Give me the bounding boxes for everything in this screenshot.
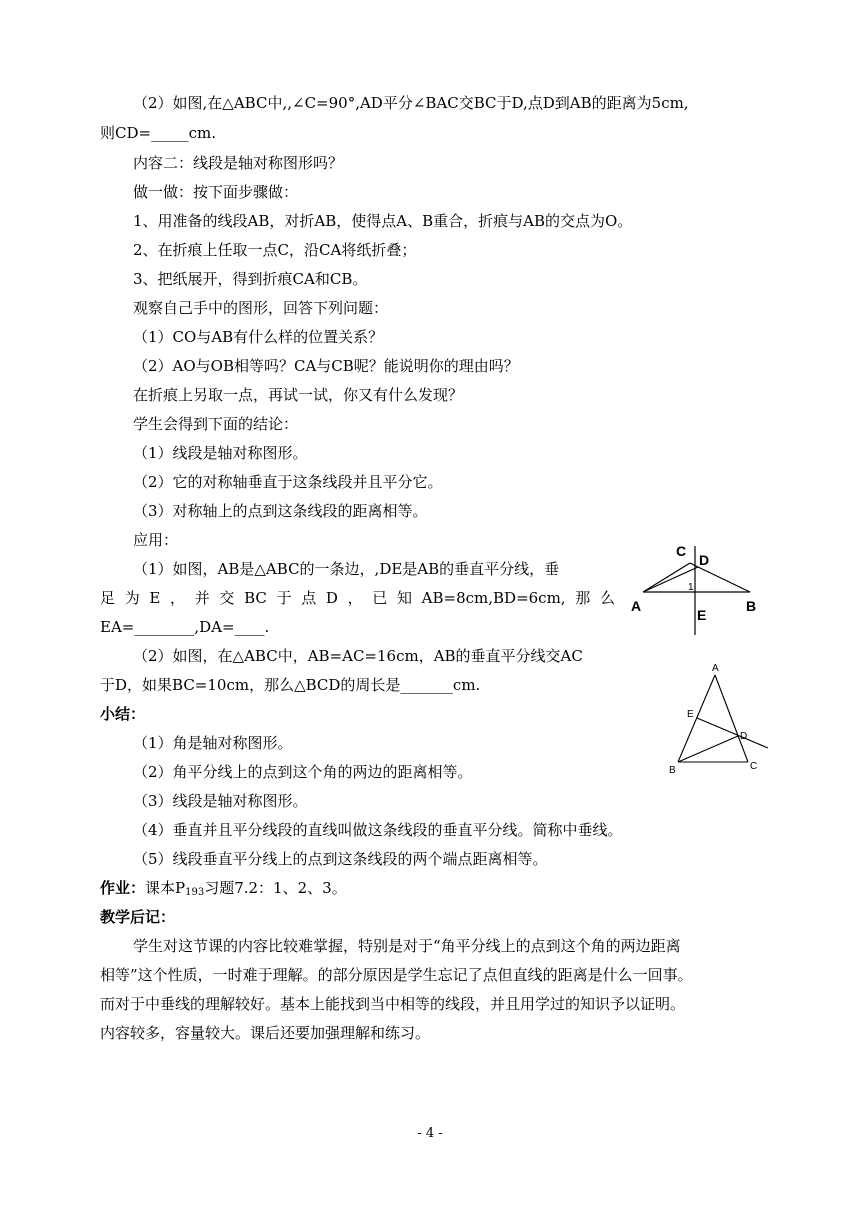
word: 么	[599, 589, 615, 607]
word: 点	[301, 589, 317, 607]
segment-CD	[690, 563, 698, 567]
word: 并	[194, 589, 210, 607]
text-line: （2）如图,在△ABC中,,∠C=90°,AD平分∠BAC交BC于D,点D到AB的距离为5cm,	[133, 94, 689, 112]
text-line: 观察自己手中的图形，回答下列问题：	[133, 299, 389, 317]
text-line: （3）线段是轴对称图形。	[133, 792, 308, 810]
section-heading: 教学后记：	[100, 908, 176, 926]
text-line: （1）角是轴对称图形。	[133, 734, 293, 752]
text-line: 在折痕上另取一点，再试一试，你又有什么发现？	[133, 386, 464, 404]
text-line: （2）如图，在△ABC中，AB=AC=16cm，AB的垂直平分线交AC	[133, 647, 583, 665]
label-D: D	[740, 731, 748, 742]
figure-perpendicular-bisector	[628, 540, 768, 640]
text-line: （1）CO与AB有什么样的位置关系？	[133, 328, 384, 346]
label-C: C	[676, 543, 687, 559]
label-right-angle: 1	[688, 582, 694, 593]
text-line: 2、在折痕上任取一点C，沿CA将纸折叠；	[133, 241, 417, 259]
section-heading: 作业：	[100, 879, 146, 897]
text-line: 做一做：按下面步骤做：	[133, 183, 299, 201]
segment-AC	[715, 675, 748, 762]
text-span: 课本P	[145, 879, 186, 897]
text-line: 1、用准备的线段AB，对折AB，使得点A、B重合，折痕与AB的交点为O。	[133, 212, 633, 230]
text-line: （1）如图，AB是△ABC的一条边，,DE是AB的垂直平分线，垂	[133, 560, 560, 578]
text-line: 内容较多，容量较大。课后还要加强理解和练习。	[100, 1024, 431, 1042]
text-line: （1）线段是轴对称图形。	[133, 444, 308, 462]
segment-AC	[643, 563, 690, 592]
section-heading: 小结：	[100, 705, 146, 723]
text-line: （2）角平分线上的点到这个角的两边的距离相等。	[133, 763, 473, 781]
text-line: 内容二：线段是轴对称图形吗？	[133, 154, 344, 172]
text-line: 则CD=_____cm.	[100, 124, 216, 142]
word: D	[325, 589, 338, 607]
text-line: （2）它的对称轴垂直于这条线段并且平分它。	[133, 473, 443, 491]
segment-DB	[698, 567, 750, 592]
text-line: 学生会得到下面的结论：	[133, 415, 299, 433]
word: 足	[100, 589, 116, 607]
label-C: C	[750, 761, 758, 772]
label-E: E	[687, 709, 694, 720]
word: ，	[347, 589, 363, 607]
subscript: 193	[185, 887, 205, 898]
word: 于	[276, 589, 292, 607]
text-line: EA=________,DA=____.	[100, 618, 270, 636]
word: 已	[372, 589, 388, 607]
text-line: 应用：	[133, 531, 179, 549]
label-B: B	[746, 598, 757, 614]
text-line: （2）AO与OB相等吗？CA与CB呢？能说明你的理由吗？	[133, 357, 519, 375]
word: 为	[124, 589, 140, 607]
word: BC	[244, 589, 267, 607]
word: 那	[575, 589, 591, 607]
label-A: A	[712, 663, 719, 674]
word: ，	[170, 589, 186, 607]
text-span: 习题7.2：1、2、3。	[204, 879, 347, 897]
word: AB=8cm,BD=6cm,	[421, 589, 566, 607]
figure-isosceles-triangle	[660, 658, 780, 778]
text-line: 学生对这节课的内容比较难掌握，特别是对于“角平分线上的点到这个角的两边距离	[133, 937, 681, 955]
label-E: E	[697, 607, 707, 623]
text-line: （5）线段垂直平分线上的点到这条线段的两个端点距离相等。	[133, 850, 548, 868]
word: 交	[219, 589, 235, 607]
word: 知	[396, 589, 412, 607]
label-A: A	[631, 598, 642, 614]
text-line: 3、把纸展开，得到折痕CA和CB。	[133, 270, 368, 288]
homework-line	[100, 875, 780, 906]
word: E	[149, 589, 161, 607]
page-number: - 4 -	[417, 1126, 443, 1141]
text-line: 于D，如果BC=10cm，那么△BCD的周长是_______cm.	[100, 676, 481, 694]
label-D: D	[699, 552, 710, 568]
label-B: B	[669, 765, 676, 776]
text-line: （4）垂直并且平分线段的直线叫做这条线段的垂直平分线。简称中垂线。	[133, 821, 623, 839]
text-line: 相等”这个性质，一时难于理解。的部分原因是学生忘记了点但直线的距离是什么一回事。	[100, 966, 693, 984]
text-line: 而对于中垂线的理解较好。基本上能找到当中相等的线段，并且用学过的知识予以证明。	[100, 995, 686, 1013]
text-line: （3）对称轴上的点到这条线段的距离相等。	[133, 502, 428, 520]
justified-line	[100, 585, 615, 611]
